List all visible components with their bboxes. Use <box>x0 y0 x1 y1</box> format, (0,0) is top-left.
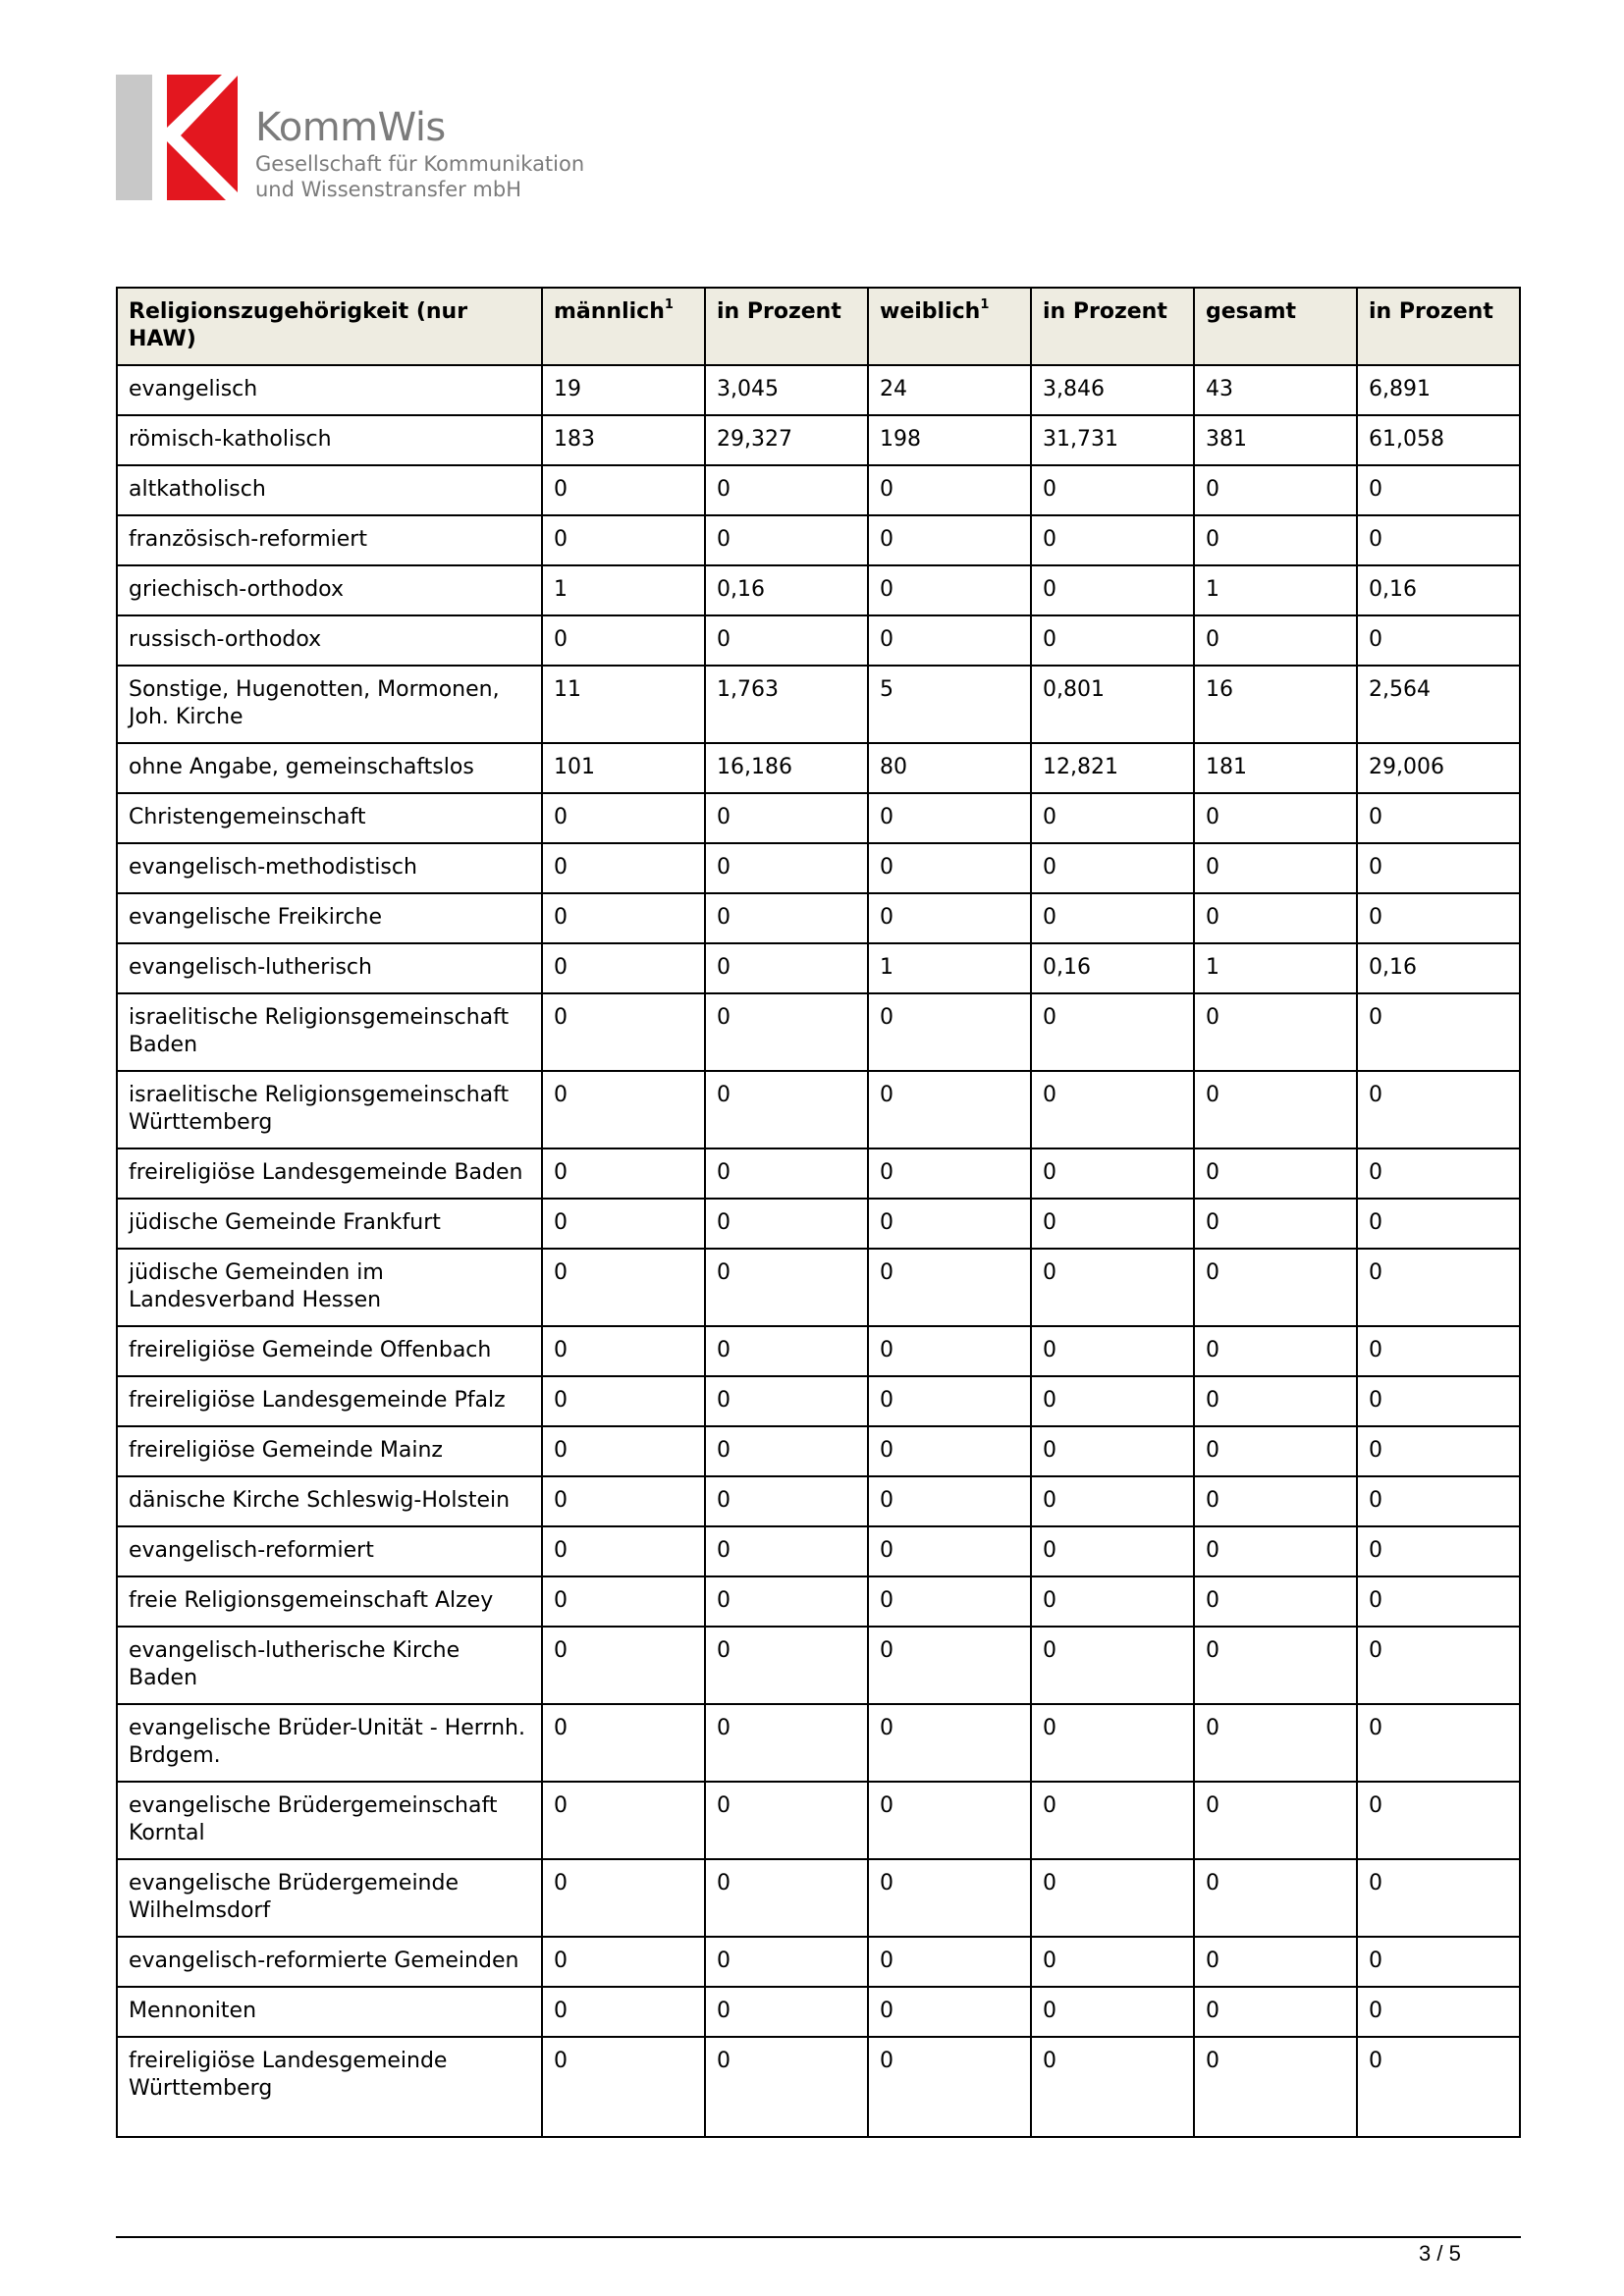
value-cell: 0 <box>1031 993 1194 1071</box>
religion-table <box>116 287 1521 2138</box>
religion-name-cell: Mennoniten <box>117 1987 542 2037</box>
value-cell: 0 <box>542 1782 705 1859</box>
table-row <box>117 1476 1520 1526</box>
value-cell: 0 <box>1194 1937 1357 1987</box>
value-cell: 0 <box>868 1526 1031 1576</box>
value-cell: 0 <box>1031 515 1194 565</box>
value-cell: 1 <box>1194 565 1357 615</box>
value-cell: 31,731 <box>1031 415 1194 465</box>
value-cell: 0 <box>705 1071 868 1148</box>
value-cell: 0 <box>868 1937 1031 1987</box>
column-header <box>117 288 542 365</box>
value-cell: 0 <box>1031 1071 1194 1148</box>
table-row <box>117 415 1520 465</box>
religion-name-cell: russisch-orthodox <box>117 615 542 666</box>
table-row <box>117 1526 1520 1576</box>
value-cell: 6,891 <box>1357 365 1520 415</box>
value-cell: 0 <box>1031 1627 1194 1704</box>
value-cell: 0 <box>1357 843 1520 893</box>
value-cell: 0 <box>1194 1782 1357 1859</box>
value-cell: 2,564 <box>1357 666 1520 743</box>
value-cell: 0 <box>1194 893 1357 943</box>
religion-name-cell: evangelisch-lutherisch <box>117 943 542 993</box>
value-cell: 0 <box>1357 1859 1520 1937</box>
value-cell: 0 <box>868 465 1031 515</box>
value-cell: 24 <box>868 365 1031 415</box>
value-cell: 0 <box>1357 993 1520 1071</box>
value-cell: 0 <box>868 1782 1031 1859</box>
value-cell: 0 <box>542 1476 705 1526</box>
value-cell: 0 <box>868 893 1031 943</box>
value-cell: 0 <box>542 465 705 515</box>
religion-name-cell: evangelische Brüdergemeinschaft Korntal <box>117 1782 542 1859</box>
table-row <box>117 1704 1520 1782</box>
value-cell: 1,763 <box>705 666 868 743</box>
table-body <box>117 365 1520 2137</box>
table-row <box>117 666 1520 743</box>
value-cell: 0 <box>868 1326 1031 1376</box>
value-cell: 0 <box>1194 1476 1357 1526</box>
table-row <box>117 943 1520 993</box>
value-cell: 12,821 <box>1031 743 1194 793</box>
value-cell: 0 <box>868 843 1031 893</box>
value-cell: 0 <box>1194 1249 1357 1326</box>
value-cell: 0 <box>705 1526 868 1576</box>
table-row <box>117 793 1520 843</box>
value-cell: 0 <box>1357 1704 1520 1782</box>
value-cell: 0 <box>1031 1326 1194 1376</box>
table-row <box>117 1987 1520 2037</box>
value-cell: 16,186 <box>705 743 868 793</box>
table-row <box>117 365 1520 415</box>
value-cell: 0 <box>1031 793 1194 843</box>
table-row <box>117 843 1520 893</box>
religion-name-cell: französisch-reformiert <box>117 515 542 565</box>
page-number: 3 / 5 <box>1419 2241 1461 2266</box>
value-cell: 0 <box>1357 515 1520 565</box>
value-cell: 0 <box>705 1426 868 1476</box>
value-cell: 0 <box>542 1148 705 1199</box>
logo-name: KommWis <box>255 105 446 150</box>
value-cell: 3,045 <box>705 365 868 415</box>
value-cell: 0 <box>542 1526 705 1576</box>
value-cell: 0 <box>868 1987 1031 2037</box>
religion-name-cell: evangelische Freikirche <box>117 893 542 943</box>
table-row <box>117 893 1520 943</box>
value-cell: 0 <box>705 1859 868 1937</box>
value-cell: 0 <box>1194 993 1357 1071</box>
religion-name-cell: evangelisch-reformiert <box>117 1526 542 1576</box>
value-cell: 0 <box>705 1148 868 1199</box>
table-row <box>117 1782 1520 1859</box>
value-cell: 0 <box>1194 1987 1357 2037</box>
value-cell: 0 <box>868 1576 1031 1627</box>
value-cell: 0 <box>1194 515 1357 565</box>
value-cell: 0 <box>1194 1627 1357 1704</box>
value-cell: 0 <box>542 1376 705 1426</box>
table-row <box>117 1576 1520 1627</box>
value-cell: 0,16 <box>1357 943 1520 993</box>
table-header <box>117 288 1520 365</box>
table-row <box>117 1326 1520 1376</box>
religion-name-cell: evangelisch <box>117 365 542 415</box>
column-header <box>1031 288 1194 365</box>
value-cell: 0 <box>542 515 705 565</box>
value-cell: 0 <box>1357 1071 1520 1148</box>
value-cell: 0 <box>1031 465 1194 515</box>
value-cell: 1 <box>868 943 1031 993</box>
value-cell: 0 <box>542 893 705 943</box>
logo-subtitle-line1: Gesellschaft für Kommunikation <box>255 152 585 176</box>
value-cell: 0 <box>705 515 868 565</box>
value-cell: 0 <box>542 943 705 993</box>
value-cell: 0 <box>705 615 868 666</box>
value-cell: 0 <box>1194 615 1357 666</box>
value-cell: 43 <box>1194 365 1357 415</box>
value-cell: 0 <box>868 1426 1031 1476</box>
column-header <box>705 288 868 365</box>
value-cell: 0 <box>868 1376 1031 1426</box>
value-cell: 0,16 <box>705 565 868 615</box>
logo-subtitle-line2: und Wissenstransfer mbH <box>255 177 522 201</box>
value-cell: 11 <box>542 666 705 743</box>
value-cell: 0 <box>1031 1782 1194 1859</box>
table-row <box>117 1376 1520 1426</box>
religion-name-cell: freireligiöse Gemeinde Offenbach <box>117 1326 542 1376</box>
value-cell: 1 <box>1194 943 1357 993</box>
value-cell: 0 <box>542 1326 705 1376</box>
table-row <box>117 465 1520 515</box>
value-cell: 0 <box>705 843 868 893</box>
religion-name-cell: freireligiöse Landesgemeinde Pfalz <box>117 1376 542 1426</box>
value-cell: 0 <box>705 1476 868 1526</box>
column-header <box>868 288 1031 365</box>
value-cell: 0 <box>1031 565 1194 615</box>
value-cell: 0 <box>1031 1148 1194 1199</box>
value-cell: 80 <box>868 743 1031 793</box>
value-cell: 0 <box>1194 1326 1357 1376</box>
value-cell: 0 <box>542 1249 705 1326</box>
column-header-label: weiblich <box>880 299 981 324</box>
value-cell: 0 <box>1357 1249 1520 1326</box>
value-cell: 0 <box>868 1704 1031 1782</box>
value-cell: 5 <box>868 666 1031 743</box>
value-cell: 0 <box>868 565 1031 615</box>
value-cell: 0 <box>705 1987 868 2037</box>
value-cell: 0 <box>1194 1148 1357 1199</box>
value-cell: 0 <box>1031 1199 1194 1249</box>
value-cell: 0 <box>1031 893 1194 943</box>
religion-name-cell: israelitische Religionsgemeinschaft Württemberg <box>117 1071 542 1148</box>
value-cell: 0 <box>1357 1476 1520 1526</box>
value-cell: 101 <box>542 743 705 793</box>
religion-name-cell: evangelische Brüdergemeinde Wilhelmsdorf <box>117 1859 542 1937</box>
value-cell: 0 <box>1194 1199 1357 1249</box>
value-cell: 61,058 <box>1357 415 1520 465</box>
religion-name-cell: ohne Angabe, gemeinschaftslos <box>117 743 542 793</box>
table-row <box>117 1148 1520 1199</box>
value-cell: 16 <box>1194 666 1357 743</box>
value-cell: 0 <box>1357 1937 1520 1987</box>
value-cell: 0 <box>1194 1376 1357 1426</box>
value-cell: 0 <box>542 1071 705 1148</box>
value-cell: 0 <box>1031 1376 1194 1426</box>
value-cell: 0 <box>1194 793 1357 843</box>
table-row <box>117 565 1520 615</box>
religion-name-cell: evangelisch-reformierte Gemeinden <box>117 1937 542 1987</box>
religion-name-cell: Sonstige, Hugenotten, Mormonen, Joh. Kirche <box>117 666 542 743</box>
value-cell: 0 <box>542 1627 705 1704</box>
value-cell: 0 <box>1357 1376 1520 1426</box>
value-cell: 0 <box>705 1704 868 1782</box>
value-cell: 19 <box>542 365 705 415</box>
value-cell: 0 <box>1357 465 1520 515</box>
value-cell: 1 <box>542 565 705 615</box>
footnote-marker: 1 <box>980 296 990 312</box>
value-cell: 0 <box>1357 1148 1520 1199</box>
religion-name-cell: altkatholisch <box>117 465 542 515</box>
religion-name-cell: evangelisch-lutherische Kirche Baden <box>117 1627 542 1704</box>
value-cell: 0 <box>1194 843 1357 893</box>
value-cell: 0 <box>1031 1426 1194 1476</box>
logo-wordmark <box>255 105 585 202</box>
value-cell: 0 <box>1194 1526 1357 1576</box>
value-cell: 0 <box>542 1576 705 1627</box>
value-cell: 0 <box>705 1576 868 1627</box>
value-cell: 0 <box>1031 2037 1194 2137</box>
value-cell: 0 <box>868 1071 1031 1148</box>
value-cell: 0 <box>868 1476 1031 1526</box>
value-cell: 0,16 <box>1031 943 1194 993</box>
value-cell: 0 <box>705 1937 868 1987</box>
value-cell: 198 <box>868 415 1031 465</box>
value-cell: 0 <box>1357 1526 1520 1576</box>
value-cell: 0 <box>542 843 705 893</box>
religion-name-cell: jüdische Gemeinde Frankfurt <box>117 1199 542 1249</box>
value-cell: 0 <box>542 1859 705 1937</box>
value-cell: 0 <box>1031 843 1194 893</box>
religion-name-cell: evangelische Brüder-Unität - Herrnh. Brdgem. <box>117 1704 542 1782</box>
column-header <box>542 288 705 365</box>
value-cell: 0 <box>868 2037 1031 2137</box>
value-cell: 0 <box>705 2037 868 2137</box>
column-header-label: gesamt <box>1206 299 1297 324</box>
value-cell: 0 <box>1194 2037 1357 2137</box>
value-cell: 0 <box>705 993 868 1071</box>
value-cell: 0 <box>1031 1937 1194 1987</box>
value-cell: 0 <box>1357 1987 1520 2037</box>
value-cell: 0 <box>1357 793 1520 843</box>
value-cell: 0 <box>705 1326 868 1376</box>
value-cell: 0 <box>1194 465 1357 515</box>
religion-name-cell: römisch-katholisch <box>117 415 542 465</box>
value-cell: 0 <box>1357 1199 1520 1249</box>
footnote-marker: 1 <box>664 296 674 312</box>
value-cell: 0 <box>542 1704 705 1782</box>
value-cell: 0 <box>542 993 705 1071</box>
value-cell: 0 <box>542 793 705 843</box>
value-cell: 0 <box>1031 615 1194 666</box>
value-cell: 0 <box>1194 1859 1357 1937</box>
value-cell: 0 <box>868 1148 1031 1199</box>
value-cell: 0 <box>868 515 1031 565</box>
value-cell: 381 <box>1194 415 1357 465</box>
value-cell: 0 <box>868 615 1031 666</box>
value-cell: 0 <box>705 943 868 993</box>
value-cell: 0 <box>705 893 868 943</box>
table-row <box>117 2037 1520 2137</box>
value-cell: 0 <box>705 465 868 515</box>
religion-name-cell: freie Religionsgemeinschaft Alzey <box>117 1576 542 1627</box>
value-cell: 0 <box>1357 2037 1520 2137</box>
value-cell: 0 <box>1031 1526 1194 1576</box>
table-row <box>117 1071 1520 1148</box>
religion-name-cell: dänische Kirche Schleswig-Holstein <box>117 1476 542 1526</box>
value-cell: 0 <box>1031 1249 1194 1326</box>
logo-white-stem <box>152 75 167 200</box>
value-cell: 0 <box>542 1987 705 2037</box>
footer-divider <box>116 2236 1521 2238</box>
religion-name-cell: jüdische Gemeinden im Landesverband Hessen <box>117 1249 542 1326</box>
value-cell: 0 <box>542 2037 705 2137</box>
value-cell: 0 <box>1357 1426 1520 1476</box>
company-logo <box>116 75 587 202</box>
value-cell: 29,006 <box>1357 743 1520 793</box>
value-cell: 0 <box>542 1426 705 1476</box>
table-row <box>117 993 1520 1071</box>
value-cell: 0 <box>1357 1627 1520 1704</box>
value-cell: 0 <box>705 1249 868 1326</box>
value-cell: 0 <box>868 1249 1031 1326</box>
value-cell: 0 <box>1031 1987 1194 2037</box>
value-cell: 0 <box>1194 1071 1357 1148</box>
value-cell: 0 <box>705 1627 868 1704</box>
value-cell: 0 <box>705 1199 868 1249</box>
religion-name-cell: freireligiöse Landesgemeinde Württemberg <box>117 2037 542 2137</box>
value-cell: 0 <box>1031 1476 1194 1526</box>
value-cell: 0 <box>1357 1782 1520 1859</box>
religion-name-cell: griechisch-orthodox <box>117 565 542 615</box>
table-row <box>117 1627 1520 1704</box>
religion-name-cell: israelitische Religionsgemeinschaft Baden <box>117 993 542 1071</box>
value-cell: 181 <box>1194 743 1357 793</box>
value-cell: 0 <box>1357 1326 1520 1376</box>
value-cell: 0 <box>542 615 705 666</box>
column-header-label: in Prozent <box>1369 299 1493 324</box>
value-cell: 0 <box>1031 1704 1194 1782</box>
value-cell: 0 <box>1357 893 1520 943</box>
table-row <box>117 515 1520 565</box>
value-cell: 0,801 <box>1031 666 1194 743</box>
value-cell: 183 <box>542 415 705 465</box>
value-cell: 3,846 <box>1031 365 1194 415</box>
value-cell: 0 <box>542 1199 705 1249</box>
table-row <box>117 743 1520 793</box>
value-cell: 0 <box>1194 1704 1357 1782</box>
column-header-label: in Prozent <box>717 299 841 324</box>
value-cell: 0 <box>868 1859 1031 1937</box>
value-cell: 0 <box>868 1627 1031 1704</box>
value-cell: 0 <box>1031 1859 1194 1937</box>
table-row <box>117 1937 1520 1987</box>
value-cell: 0 <box>868 993 1031 1071</box>
value-cell: 0 <box>868 793 1031 843</box>
value-cell: 0,16 <box>1357 565 1520 615</box>
column-header <box>1194 288 1357 365</box>
table-row <box>117 1199 1520 1249</box>
table-row <box>117 1859 1520 1937</box>
column-header <box>1357 288 1520 365</box>
value-cell: 0 <box>705 1782 868 1859</box>
value-cell: 0 <box>1031 1576 1194 1627</box>
religion-name-cell: Christengemeinschaft <box>117 793 542 843</box>
religion-name-cell: freireligiöse Landesgemeinde Baden <box>117 1148 542 1199</box>
table-header-row <box>117 288 1520 365</box>
religion-name-cell: freireligiöse Gemeinde Mainz <box>117 1426 542 1476</box>
value-cell: 0 <box>1357 615 1520 666</box>
religion-name-cell: evangelisch-methodistisch <box>117 843 542 893</box>
table-row <box>117 615 1520 666</box>
value-cell: 0 <box>1194 1576 1357 1627</box>
column-header-label: männlich <box>554 299 665 324</box>
table-row <box>117 1426 1520 1476</box>
kommwis-logo-icon <box>116 75 238 200</box>
column-header-label: Religionszugehörigkeit (nur HAW) <box>129 299 468 351</box>
value-cell: 0 <box>868 1199 1031 1249</box>
value-cell: 0 <box>1194 1426 1357 1476</box>
value-cell: 29,327 <box>705 415 868 465</box>
table-row <box>117 1249 1520 1326</box>
column-header-label: in Prozent <box>1043 299 1167 324</box>
value-cell: 0 <box>705 793 868 843</box>
value-cell: 0 <box>705 1376 868 1426</box>
value-cell: 0 <box>542 1937 705 1987</box>
value-cell: 0 <box>1357 1576 1520 1627</box>
